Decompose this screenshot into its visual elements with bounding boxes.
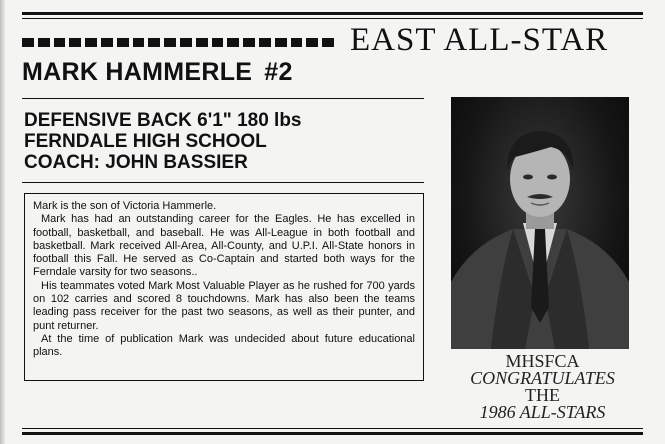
bio-paragraph-1: Mark is the son of Victoria Hammerle.: [33, 200, 217, 212]
congrats-verb: CONGRATULATES: [470, 368, 615, 388]
bio-paragraph-4: At the time of publication Mark was undecided about future educational plans.: [33, 332, 415, 359]
dashed-divider: [22, 38, 334, 50]
name-divider: [22, 98, 424, 99]
player-number: #2: [264, 58, 293, 86]
top-rule-thick: [22, 12, 643, 15]
player-name-line: [22, 58, 293, 87]
info-divider: [22, 182, 424, 183]
bottom-rule-thick: [22, 432, 643, 435]
position-height-weight: DEFENSIVE BACK 6'1" 180 lbs: [24, 110, 302, 131]
bio-paragraph-3: His teammates voted Mark Most Valuable Player as he rushed for 700 yards on 102 carries and scored 8 touchdowns. Mark has also been the teams leading pass receiver for the past two seasons, as well as their punter, and punt returner.: [33, 279, 415, 332]
bottom-rule-thin: [22, 428, 643, 429]
player-photo: [451, 97, 629, 349]
high-school: FERNDALE HIGH SCHOOL: [24, 131, 267, 152]
bio-paragraph-2: Mark has had an outstanding career for the Eagles. He has excelled in football, basketball, and baseball. He was All-League in both football and basketball. Mark received All-Area, All-County, and U.P.I. All-State honors in football this Fall. He served as Co-Captain and started both ways for the Ferndale varsity for two seasons..: [33, 213, 415, 279]
congrats-the: THE: [525, 385, 560, 405]
player-info: [24, 110, 302, 173]
top-rule-thin: [22, 18, 643, 19]
page-edge: [0, 0, 6, 444]
congrats-org: MHSFCA: [505, 351, 580, 371]
congratulations-message: [440, 353, 645, 421]
biography-box: [24, 193, 424, 381]
banner-title: EAST ALL-STAR: [350, 22, 609, 58]
player-name: MARK HAMMERLE: [22, 58, 253, 86]
coach: COACH: JOHN BASSIER: [24, 152, 248, 173]
congrats-event: 1986 ALL-STARS: [479, 402, 606, 422]
